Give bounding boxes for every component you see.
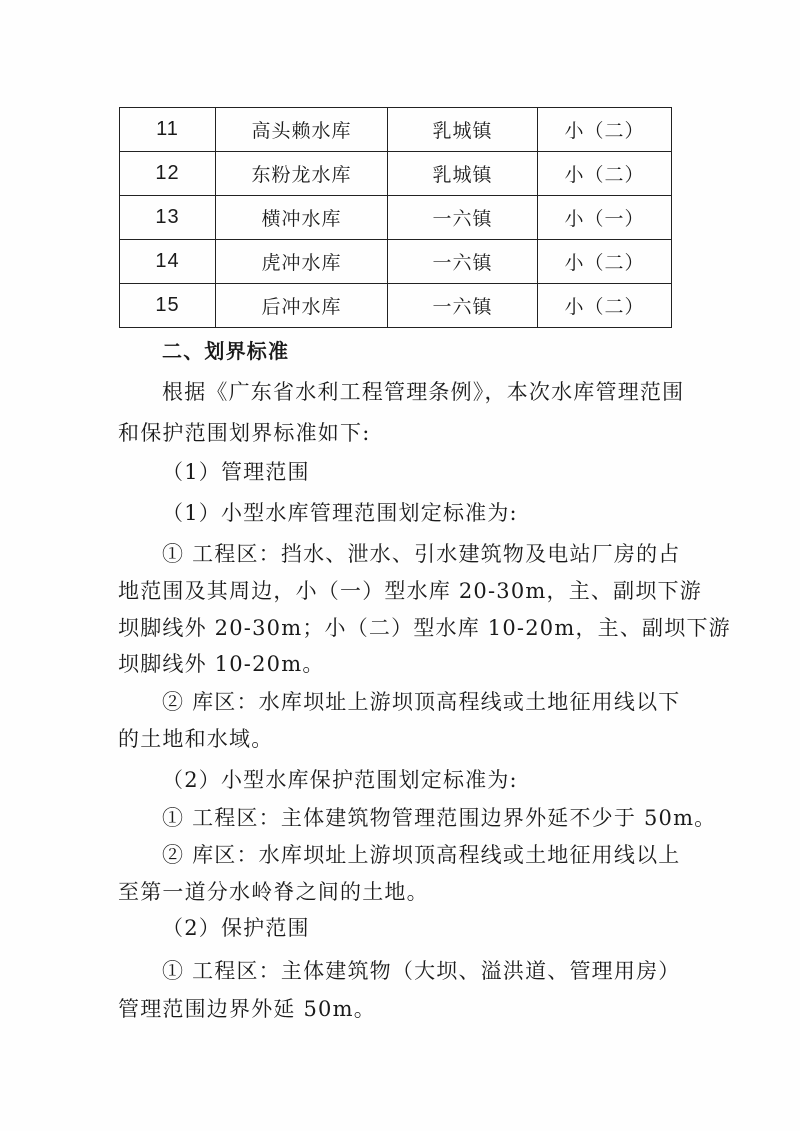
paragraph-line: 根据《广东省水利工程管理条例》，本次水库管理范围	[162, 380, 685, 404]
town-name: 乳城镇	[388, 152, 538, 196]
reservoir-table	[119, 107, 672, 328]
reservoir-name: 高头赖水库	[216, 108, 388, 152]
row-number: 13	[120, 196, 216, 240]
paragraph-line: ① 工程区：主体建筑物（大坝、溢洪道、管理用房）	[162, 959, 681, 983]
paragraph-line: （2）小型水库保护范围划定标准为:	[162, 768, 518, 792]
paragraph-line: 坝脚线外 20-30m；小（二）型水库 10-20m，主、副坝下游	[118, 616, 731, 640]
section-heading: 二、划界标准	[162, 339, 290, 363]
town-name: 一六镇	[388, 240, 538, 284]
subheading-management-scope: （1）管理范围	[162, 460, 310, 484]
reservoir-name: 虎冲水库	[216, 240, 388, 284]
paragraph-line: 和保护范围划界标准如下:	[118, 421, 371, 445]
row-number: 11	[120, 108, 216, 152]
row-number: 12	[120, 152, 216, 196]
paragraph-line: ① 工程区：挡水、泄水、引水建筑物及电站厂房的占	[162, 542, 681, 566]
paragraph-line: （1）小型水库管理范围划定标准为:	[162, 501, 518, 525]
reservoir-scale: 小（二）	[538, 240, 672, 284]
reservoir-name: 后冲水库	[216, 284, 388, 328]
paragraph-line: 坝脚线外 10-20m。	[118, 652, 325, 676]
paragraph-line: 地范围及其周边，小（一）型水库 20-30m，主、副坝下游	[118, 579, 702, 603]
paragraph-line: 管理范围边界外延 50m。	[118, 997, 376, 1021]
reservoir-scale: 小（一）	[538, 196, 672, 240]
row-number: 14	[120, 240, 216, 284]
row-number: 15	[120, 284, 216, 328]
paragraph-line: 至第一道分水岭脊之间的土地。	[118, 880, 429, 904]
reservoir-scale: 小（二）	[538, 284, 672, 328]
subheading-protection-scope: （2）保护范围	[162, 916, 310, 940]
paragraph-line: ① 工程区：主体建筑物管理范围边界外延不少于 50m。	[162, 806, 717, 830]
reservoir-name: 东粉龙水库	[216, 152, 388, 196]
paragraph-line: ② 库区：水库坝址上游坝顶高程线或土地征用线以下	[162, 690, 681, 714]
table-row	[120, 196, 672, 240]
table-row	[120, 152, 672, 196]
town-name: 一六镇	[388, 284, 538, 328]
town-name: 乳城镇	[388, 108, 538, 152]
reservoir-name: 横冲水库	[216, 196, 388, 240]
reservoir-scale: 小（二）	[538, 108, 672, 152]
table-row	[120, 240, 672, 284]
paragraph-line: 的土地和水域。	[118, 727, 274, 751]
reservoir-scale: 小（二）	[538, 152, 672, 196]
paragraph-line: ② 库区：水库坝址上游坝顶高程线或土地征用线以上	[162, 843, 681, 867]
table-row	[120, 284, 672, 328]
town-name: 一六镇	[388, 196, 538, 240]
table-row	[120, 108, 672, 152]
